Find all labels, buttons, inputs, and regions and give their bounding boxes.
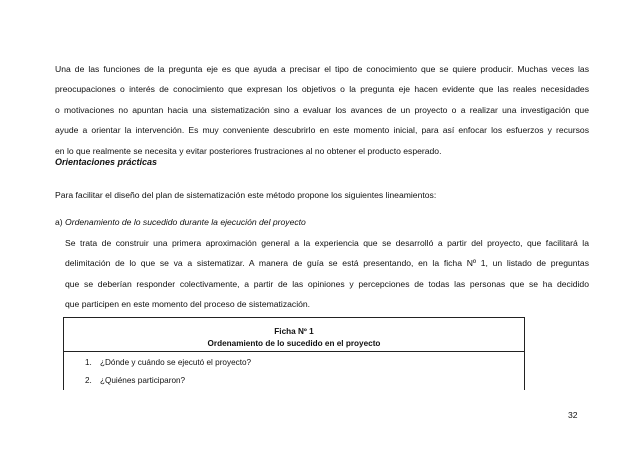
ficha-question: [85, 358, 251, 367]
ficha-question-text: ¿Quiénes participaron?: [100, 376, 186, 385]
paragraph-line: delimitación de lo que se va a sistematizar. A manera de guía se está presentando, en la ficha Nº 1, un listado de preguntas: [65, 258, 589, 269]
ficha-question-text: ¿Dónde y cuándo se ejecutó el proyecto?: [100, 358, 252, 367]
paragraph-pregunta-eje: [55, 59, 589, 161]
ficha-divider: [64, 351, 524, 352]
item-a-label: a): [55, 217, 63, 227]
ficha-question: [85, 376, 185, 385]
item-a-body: [65, 233, 589, 315]
paragraph-line: preocupaciones o interés de conocimiento que expresan los objetivos o la pregunta eje hacen evidente que las reales necesidades: [55, 84, 589, 95]
ficha-box: [63, 317, 525, 390]
item-a-heading: [55, 217, 306, 227]
intro-sentence: Para facilitar el diseño del plan de sistematización este método propone los siguientes lineamientos:: [55, 190, 437, 200]
paragraph-line: Una de las funciones de la pregunta eje es que ayuda a precisar el tipo de conocimiento que se quiere producir. Muchas veces las: [55, 64, 589, 74]
paragraph-line: Se trata de construir una primera aproximación general a la experiencia que se desarrolló a partir del proyecto, que facilitará la: [65, 238, 589, 248]
page-number: 32: [568, 410, 578, 420]
ficha-question-number: 1.: [85, 358, 92, 367]
item-a-title: Ordenamiento de lo sucedido durante la ejecución del proyecto: [65, 217, 306, 227]
paragraph-line: que se deberían responder colectivamente, a partir de las opiniones y percepciones de todas las personas que se ha decidido: [65, 278, 589, 289]
ficha-title: Ficha Nº 1: [274, 327, 314, 336]
ficha-subtitle: Ordenamiento de lo sucedido en el proyecto: [207, 339, 381, 348]
paragraph-line: o motivaciones no apuntan hacia una sistematización sino a evaluar los avances de un proyecto o a realizar una investigación que: [55, 104, 589, 115]
paragraph-line: en lo que realmente se necesita y evitar posteriores frustraciones al no obtener el producto esperado.: [55, 145, 442, 156]
section-heading: Orientaciones prácticas: [55, 157, 158, 167]
ficha-question-number: 2.: [85, 376, 92, 385]
paragraph-line: que participen en este momento del proceso de sistematización.: [65, 299, 311, 310]
paragraph-line: ayude a orientar la intervención. Es muy conveniente descubrirlo en este momento inicial, para así enfocar los esfuerzos y recursos: [55, 125, 589, 136]
